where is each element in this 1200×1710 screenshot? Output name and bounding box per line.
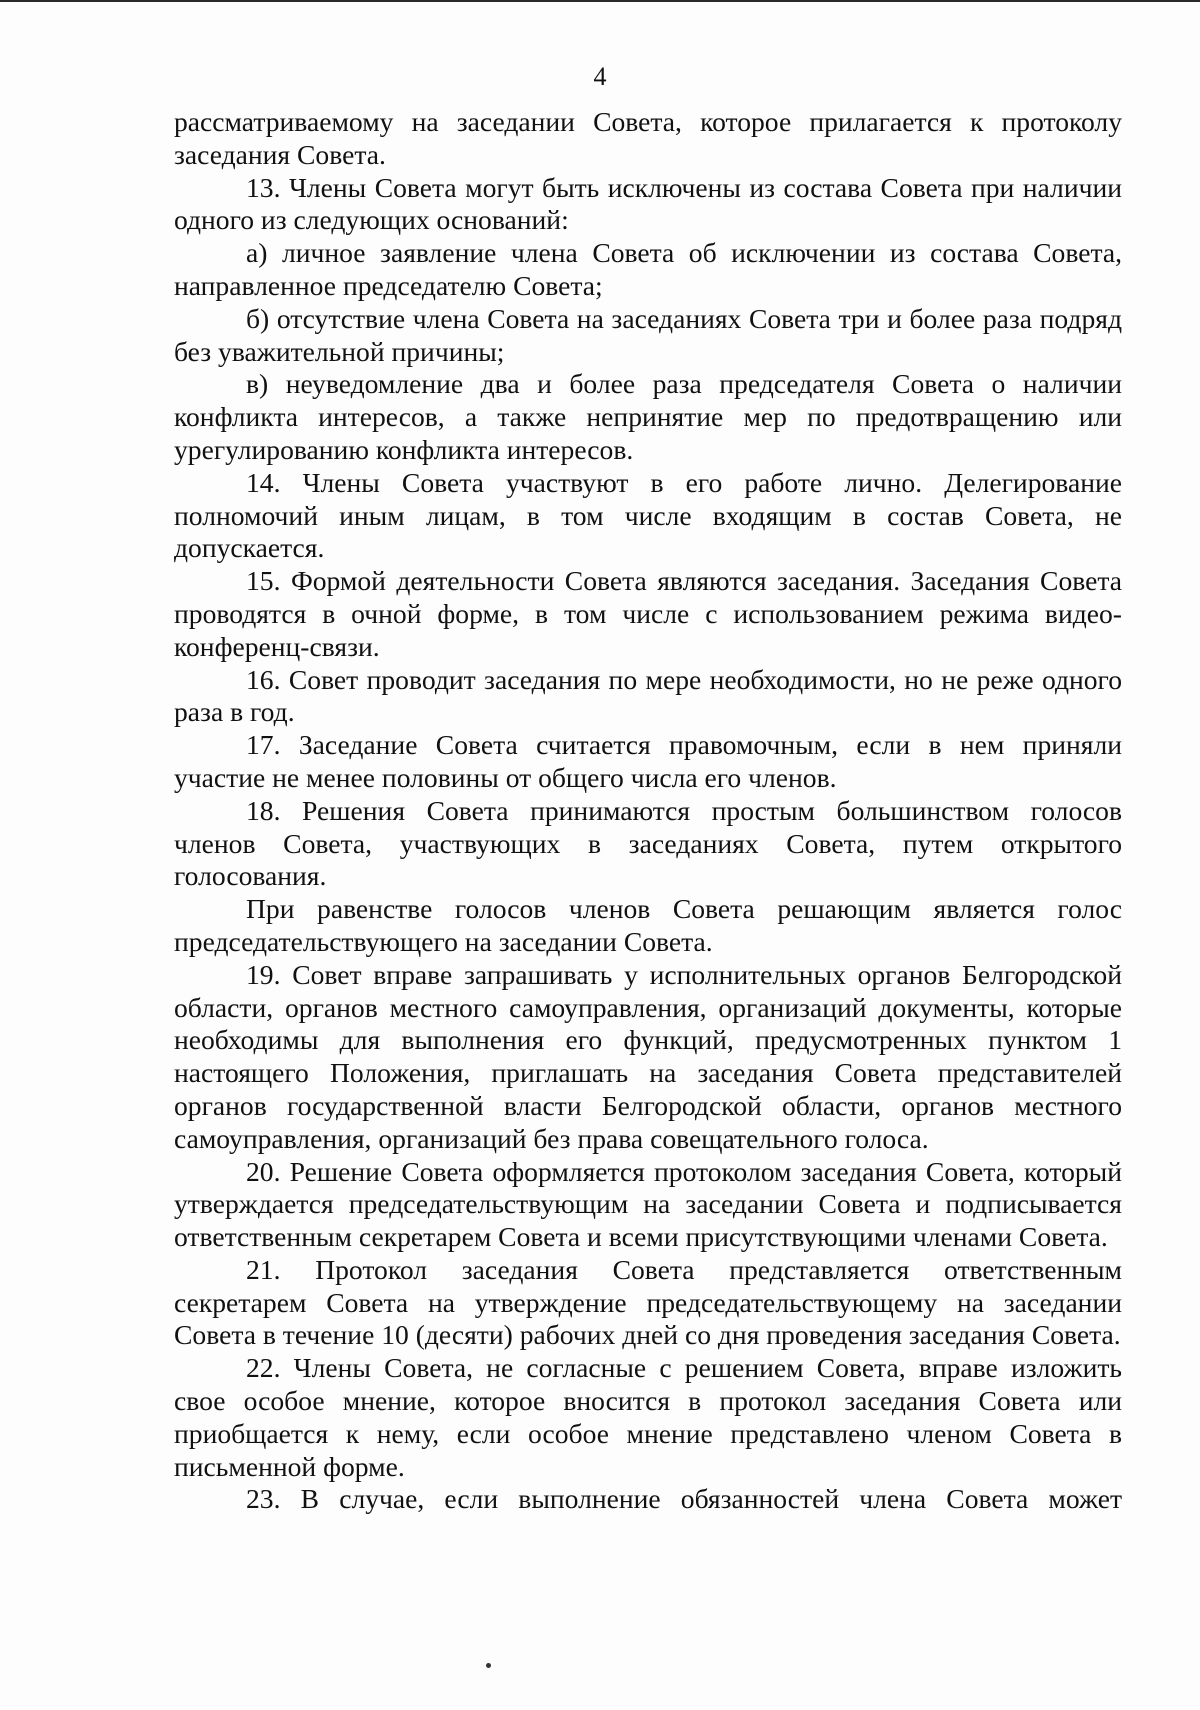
paragraph-16: 23. В случае, если выполнение обязанностей члена Совета может — [246, 1483, 1122, 1515]
paragraph-2: 13. Члены Совета могут быть исключены из состава Совета при наличии одного из следующих оснований: — [174, 171, 1122, 236]
paragraph-3: а) личное заявление члена Совета об исключении из состава Совета, направленное председателю Совета; — [174, 237, 1122, 301]
paragraph-8: 16. Совет проводит заседания по мере необходимости, но не реже одного раза в год. — [174, 663, 1122, 728]
paragraph-10: 18. Решения Совета принимаются простым большинством голосов членов Совета, участвующих в заседаниях Совета, путем открытого голосования. — [174, 794, 1122, 892]
paragraph-15: 22. Члены Совета, не согласные с решением Совета, вправе изложить свое особое мнение, которое вносится в протокол заседания Совета или приобщается к нему, если особое мнение представлено членом Совета в письменной форме. — [174, 1352, 1122, 1482]
paragraph-9: 17. Заседание Совета считается правомочным, если в нем приняли участие не менее половины от общего числа его членов. — [174, 729, 1122, 793]
paragraph-14: 21. Протокол заседания Совета представляется ответственным секретарем Совета на утверждение председательствующему на заседании Совета в течение 10 (десяти) рабочих дней со дня проведения заседания Совета. — [174, 1253, 1122, 1351]
scan-top-edge — [0, 0, 1200, 2]
paragraph-11: При равенстве голосов членов Совета решающим является голос председательствующего на заседании Совета. — [174, 893, 1122, 957]
document-body — [174, 106, 1122, 1516]
paragraph-5: в) неуведомление два и более раза председателя Совета о наличии конфликта интересов, а также непринятие мер по предотвращению или урегулированию конфликта интересов. — [174, 368, 1122, 465]
paragraph-13: 20. Решение Совета оформляется протоколом заседания Совета, который утверждается председательствующим на заседании Совета и подписывается ответственным секретарем Совета и всеми присутствующими членами Совета. — [174, 1155, 1122, 1253]
paragraph-1: рассматриваемому на заседании Совета, которое прилагается к протоколу заседания Совета. — [174, 106, 1122, 170]
paragraph-4: б) отсутствие члена Совета на заседаниях Совета три и более раза подряд без уважительной причины; — [174, 302, 1122, 367]
scan-speck — [486, 1663, 491, 1668]
paragraph-6: 14. Члены Совета участвуют в его работе лично. Делегирование полномочий иным лицам, в том числе входящим в состав Совета, не допускается. — [174, 466, 1122, 564]
paragraph-7: 15. Формой деятельности Совета являются заседания. Заседания Совета проводятся в очной форме, в том числе с использованием режима видео-конференц-связи. — [174, 565, 1122, 662]
page-number: 4 — [593, 62, 607, 91]
paragraph-12: 19. Совет вправе запрашивать у исполнительных органов Белгородской области, органов местного самоуправления, организаций документы, которые необходимы для выполнения его функций, предусмотренных пунктом 1 настоящего Положения, приглашать на заседания Совета представителей органов государственной власти Белгородской области, органов местного самоуправления, организаций без права совещательного голоса. — [174, 958, 1122, 1154]
